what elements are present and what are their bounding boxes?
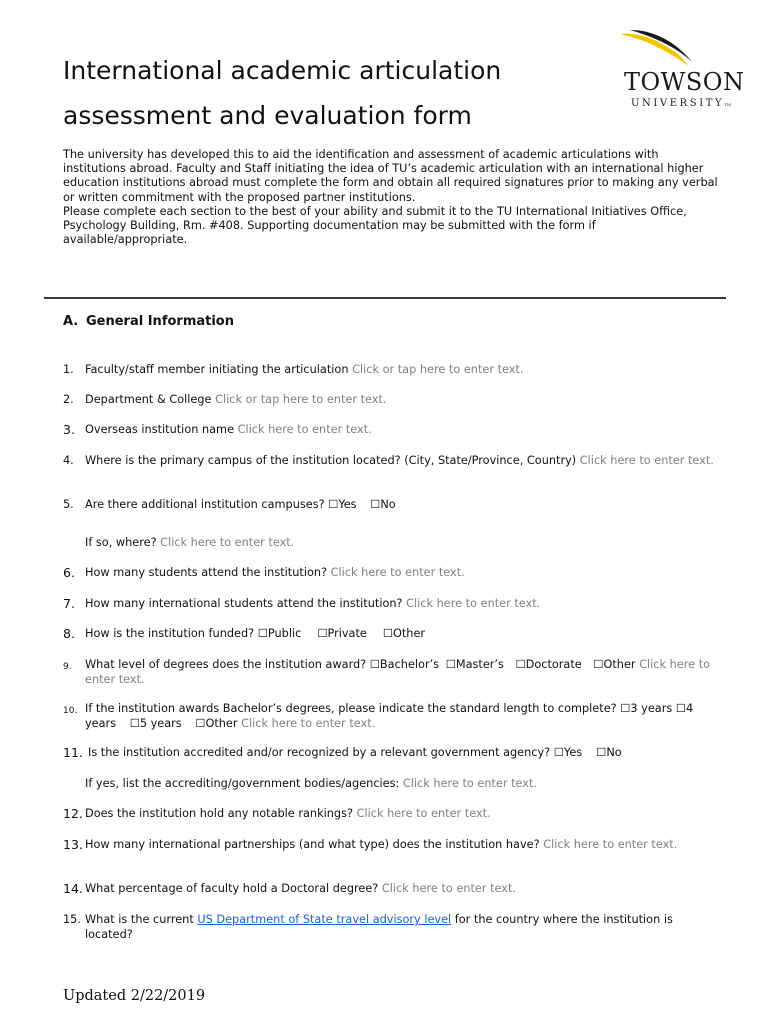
question-6	[63, 566, 723, 581]
question-text: How many students attend the institution?	[85, 566, 331, 579]
four-years-checkbox[interactable]: ☐4 years	[85, 702, 694, 730]
five-years-checkbox[interactable]: ☐5 years	[129, 716, 182, 730]
question-number: 7.	[63, 596, 75, 611]
question-text: Does the institution hold any notable rankings?	[85, 807, 357, 820]
question-number: 1.	[63, 363, 74, 376]
question-number: 15.	[63, 913, 81, 926]
partnerships-field[interactable]: Click here to enter text.	[543, 838, 678, 851]
checkbox-icon: ☐	[129, 716, 140, 730]
question-text-continued: for the country where the institution is located?	[85, 913, 673, 941]
question-text: Faculty/staff member initiating the articulation	[85, 363, 353, 376]
question-4	[63, 454, 723, 469]
checkbox-icon: ☐	[328, 498, 339, 511]
checkbox-icon: ☐	[317, 627, 328, 640]
international-students-field[interactable]: Click here to enter text.	[406, 597, 541, 610]
rankings-field[interactable]: Click here to enter text.	[356, 807, 491, 820]
question-text: Department & College	[85, 393, 216, 406]
updated-date: Updated 2/22/2019	[63, 988, 206, 1004]
question-11	[63, 746, 723, 761]
department-college-field[interactable]: Click or tap here to enter text.	[215, 393, 387, 406]
accrediting-bodies-field[interactable]: Click here to enter text.	[402, 777, 538, 790]
checkbox-icon: ☐	[445, 658, 456, 671]
question-number: 14.	[63, 881, 83, 896]
intro-paragraph-2: Please complete each section to the best of your ability and submit it to the TU International Initiatives Office, Psychology Building, Rm. #408. Supporting documentation may be submitted with the form if available/appropriate.	[63, 204, 687, 247]
question-9	[63, 658, 723, 687]
question-number: 8.	[63, 626, 75, 641]
section-title: General Information	[86, 314, 234, 329]
intro-text	[63, 148, 723, 247]
question-number: 2.	[63, 393, 74, 406]
question-text: If so, where?	[85, 536, 161, 549]
question-8	[63, 627, 723, 642]
question-number: 11.	[63, 745, 83, 760]
other-degree-checkbox[interactable]: ☐Other	[593, 658, 640, 671]
bachelors-checkbox[interactable]: ☐Bachelor’s	[369, 658, 440, 671]
checkbox-icon: ☐	[370, 498, 381, 511]
question-text: If the institution awards Bachelor’s degrees, please indicate the standard length to complete?	[85, 702, 621, 715]
towson-university-logo	[612, 28, 745, 112]
section-heading	[63, 314, 234, 329]
checkbox-icon: ☐	[553, 746, 564, 759]
logo-wordmark: TOWSON	[624, 68, 745, 96]
question-text: What is the current	[85, 913, 198, 926]
question-number: 12.	[63, 806, 83, 821]
question-number: 13.	[63, 837, 83, 852]
student-count-field[interactable]: Click here to enter text.	[330, 566, 465, 579]
campus-location-field[interactable]: Click here to enter text.	[579, 454, 714, 467]
question-5	[63, 498, 723, 513]
question-text: How many international partnerships (and what type) does the institution have?	[85, 838, 544, 851]
question-text: Are there additional institution campuses?	[85, 498, 329, 511]
question-13	[63, 838, 723, 853]
intro-paragraph-1: The university has developed this to aid the identification and assessment of academic articulations with institutions abroad. Faculty and Staff initiating the idea of TU’s academic articulation with an international higher education institutions abroad must complete the form and obtain all required signatures prior to making any verbal or written commitment with the proposed partner institutions.	[63, 148, 718, 204]
private-checkbox[interactable]: ☐Private	[317, 627, 367, 640]
checkbox-icon: ☐	[257, 627, 268, 640]
checkbox-icon: ☐	[369, 658, 380, 671]
additional-campuses-field[interactable]: Click here to enter text.	[160, 536, 295, 549]
question-15	[63, 913, 723, 942]
question-7	[63, 597, 723, 612]
question-2	[63, 393, 723, 408]
no-checkbox[interactable]: ☐No	[370, 498, 396, 511]
checkbox-icon: ☐	[195, 716, 206, 730]
question-10	[63, 702, 723, 731]
question-3	[63, 423, 723, 438]
doctoral-faculty-field[interactable]: Click here to enter text.	[381, 882, 516, 895]
public-checkbox[interactable]: ☐Public	[257, 627, 302, 640]
other-length-field[interactable]: Click here to enter text.	[241, 716, 376, 730]
other-length-checkbox[interactable]: ☐Other	[195, 716, 242, 730]
faculty-member-field[interactable]: Click or tap here to enter text.	[352, 363, 524, 376]
yes-checkbox[interactable]: ☐Yes	[328, 498, 357, 511]
checkbox-icon: ☐	[675, 702, 686, 715]
question-number: 3.	[63, 422, 75, 437]
question-number: 4.	[63, 454, 74, 467]
checkbox-icon: ☐	[593, 658, 604, 671]
three-years-checkbox[interactable]: ☐3 years	[620, 702, 673, 715]
checkbox-icon: ☐	[382, 627, 393, 640]
other-funding-checkbox[interactable]: ☐Other	[382, 627, 426, 640]
checkbox-icon: ☐	[620, 702, 631, 715]
doctorate-checkbox[interactable]: ☐Doctorate	[515, 658, 582, 671]
other-degree-field[interactable]: Click here to enter text.	[85, 658, 711, 686]
checkbox-icon: ☐	[515, 658, 526, 671]
form-title-line-2: assessment and evaluation form	[63, 101, 472, 130]
question-text: If yes, list the accrediting/government bodies/agencies:	[85, 777, 403, 790]
question-text: How is the institution funded?	[85, 627, 258, 640]
form-title-line-1: International academic articulation	[63, 56, 502, 85]
question-number: 9.	[63, 662, 72, 672]
section-letter: A.	[63, 314, 79, 329]
accredited-no-checkbox[interactable]: ☐No	[596, 746, 622, 759]
question-text: How many international students attend the institution?	[85, 597, 407, 610]
accredited-yes-checkbox[interactable]: ☐Yes	[553, 746, 583, 759]
question-number: 6.	[63, 565, 75, 580]
checkbox-icon: ☐	[596, 746, 607, 759]
question-1	[63, 363, 723, 378]
institution-name-field[interactable]: Click here to enter text.	[237, 423, 372, 436]
travel-advisory-link[interactable]: US Department of State travel advisory level	[197, 913, 452, 926]
question-text: What percentage of faculty hold a Doctoral degree?	[85, 882, 382, 895]
question-text: Is the institution accredited and/or recognized by a relevant government agency?	[88, 746, 554, 759]
question-number: 5.	[63, 498, 74, 511]
question-14	[63, 882, 723, 897]
question-text: Overseas institution name	[85, 423, 238, 436]
section-divider	[44, 297, 726, 299]
question-text: What level of degrees does the institution award?	[85, 658, 370, 671]
question-11-followup	[63, 777, 723, 792]
question-5-followup	[63, 536, 723, 551]
question-text: Where is the primary campus of the institution located? (City, State/Province, Country)	[85, 454, 580, 467]
masters-checkbox[interactable]: ☐Master’s	[445, 658, 504, 671]
question-12	[63, 807, 723, 822]
question-number: 10.	[63, 706, 78, 716]
logo-subtitle: UNIVERSITYTM	[631, 98, 732, 109]
